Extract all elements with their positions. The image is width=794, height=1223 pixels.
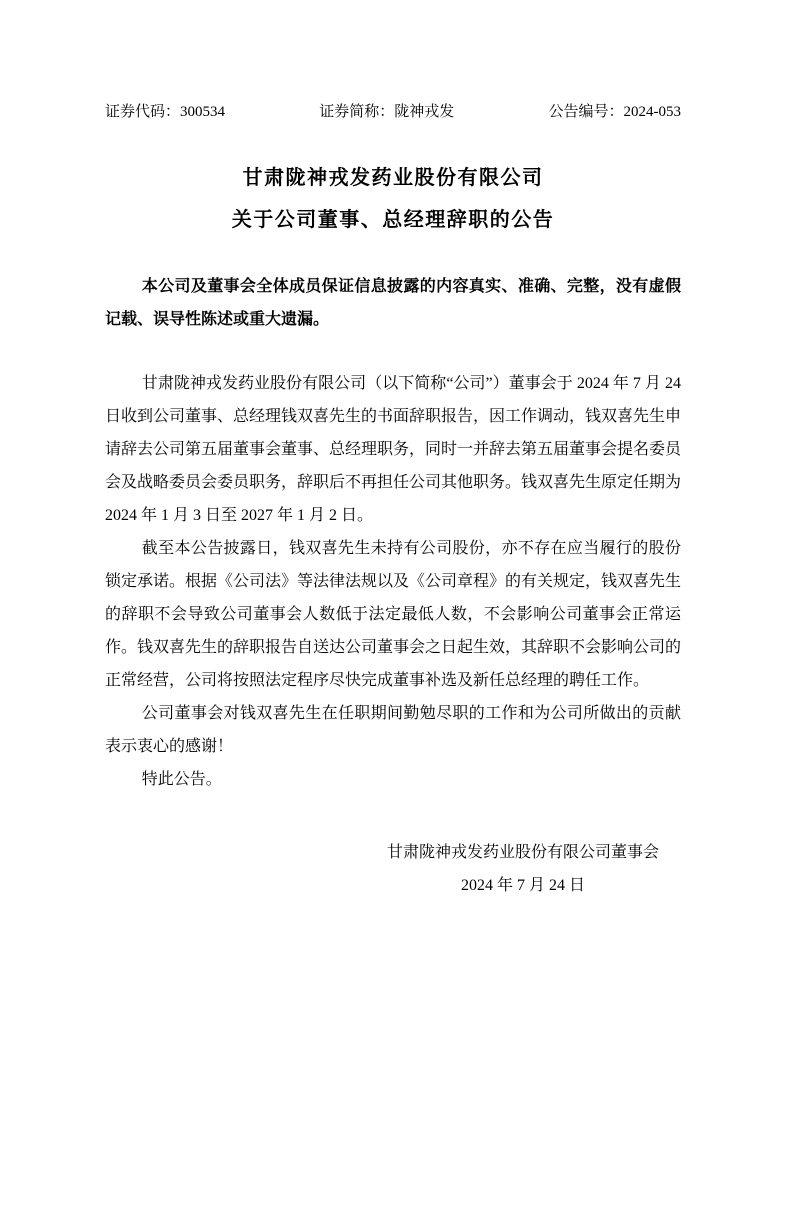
body-paragraph-gratitude: 公司董事会对钱双喜先生在任职期间勤勉尽职的工作和为公司所做出的贡献表示衷心的感谢！: [105, 705, 681, 755]
signature-date-line: 2024 年 7 月 24 日: [460, 877, 585, 894]
document-title-subject-line: 关于公司董事、总经理辞职的公告: [231, 209, 555, 231]
signature-company-line: 甘肃陇神戎发药业股份有限公司董事会: [386, 844, 659, 861]
stock-name-label: 证券简称：陇神戎发: [319, 104, 455, 120]
document-title-company-line: 甘肃陇神戎发药业股份有限公司: [242, 167, 544, 189]
disclaimer-statement: 本公司及董事会全体成员保证信息披露的内容真实、准确、完整，没有虚假记载、误导性陈述或重大遗漏。: [105, 278, 681, 328]
document-title-block: [105, 157, 681, 241]
signature-block: [105, 836, 681, 902]
announcement-number-label: 公告编号：2024-053: [548, 104, 681, 120]
signature-inner: [387, 836, 659, 902]
document-header-row: [105, 101, 681, 123]
closing-line: 特此公告。: [141, 771, 222, 788]
document-body: [105, 367, 681, 796]
stock-code-label: 证券代码：300534: [105, 104, 226, 120]
body-paragraph-resignation-notice: 甘肃陇神戎发药业股份有限公司（以下简称“公司”）董事会于 2024 年 7 月 24 日收到公司董事、总经理钱双喜先生的书面辞职报告，因工作调动，钱双喜先生申请辞去公司第五届董事会董事、总经理职务，同时一并辞去第五届董事会提名委员会及战略委员会委员职务，辞职后不再担任公司其他职务。钱双喜先生原定任期为 2024 年 1 月 3 日至 2027 年 1 月 2 日。: [105, 375, 682, 524]
announcement-document: [0, 101, 794, 1223]
document-page-background: [0, 101, 794, 1223]
body-paragraph-shareholding-and-effect: 截至本公告披露日，钱双喜先生未持有公司股份，亦不存在应当履行的股份锁定承诺。根据《公司法》等法律法规以及《公司章程》的有关规定，钱双喜先生的辞职不会导致公司董事会人数低于法定最低人数，不会影响公司董事会正常运作。钱双喜先生的辞职报告自送达公司董事会之日起生效，其辞职不会影响公司的正常经营，公司将按照法定程序尽快完成董事补选及新任总经理的聘任工作。: [105, 540, 682, 689]
